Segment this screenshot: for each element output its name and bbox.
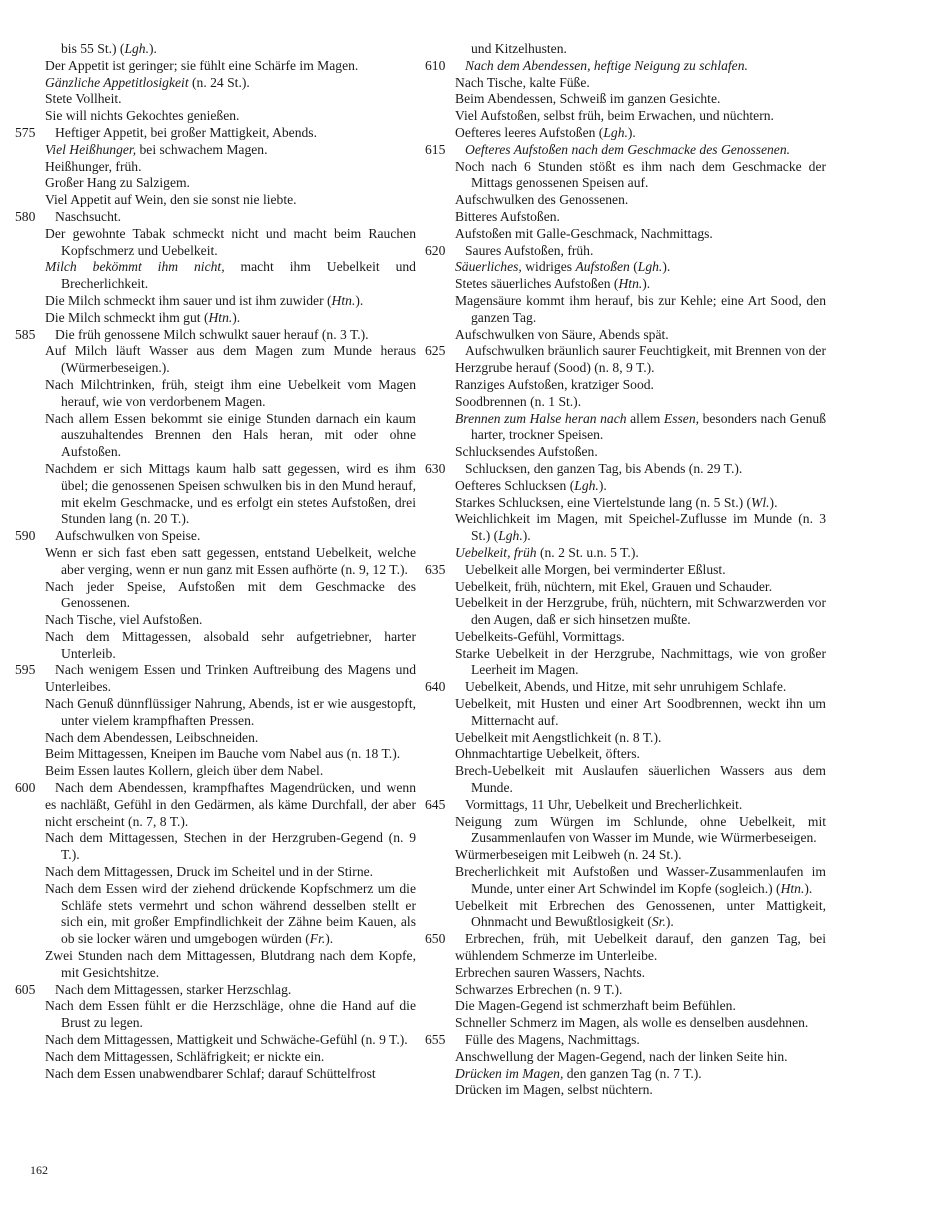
symptom-entry: [30, 108, 416, 125]
entry-text: Anschwellung der Magen-Gegend, nach der linken Seite hin.: [455, 1048, 788, 1064]
italic-text: Essen,: [663, 410, 700, 426]
entry-text: Fülle des Magens, Nachmittags.: [465, 1032, 640, 1048]
entry-number: 605: [15, 981, 36, 997]
entry-text: Beim Essen lautes Kollern, gleich über dem Nabel.: [45, 763, 324, 779]
entry-text: Schwarzes Erbrechen (n. 9 T.).: [455, 981, 623, 997]
italic-text: Lgh.: [637, 259, 663, 275]
entry-text: Stetes säuerliches Aufstoßen (: [455, 276, 619, 292]
symptom-entry: [30, 343, 416, 377]
entry-text: Würmerbeseigen mit Leibweh (n. 24 St.).: [455, 847, 682, 863]
entry-text: allem: [626, 410, 664, 426]
symptom-entry: [440, 1015, 826, 1032]
symptom-entry: [30, 1066, 416, 1083]
entry-text: Die früh genossene Milch schwulkt sauer herauf (n. 3 T.).: [55, 326, 369, 342]
symptom-entry: [30, 411, 416, 461]
symptom-entry: [30, 746, 416, 763]
symptom-entry: [30, 461, 416, 528]
symptom-entry: [440, 1082, 826, 1099]
symptom-entry: [30, 629, 416, 663]
entry-text: ).: [522, 528, 531, 544]
entry-text: Nach jeder Speise, Aufstoßen mit dem Geschmacke des Genossenen.: [45, 578, 416, 611]
symptom-entry: [425, 460, 826, 478]
entry-text: Magensäure kommt ihm herauf, bis zur Kehle; eine Art Sood, den ganzen Tag.: [455, 292, 826, 325]
symptom-entry: [440, 159, 826, 193]
symptom-entry: [15, 208, 416, 226]
italic-text: Milch bekömmt ihm nicht,: [45, 259, 225, 275]
entry-text: ).: [598, 477, 607, 493]
entry-text: Die Milch schmeckt ihm gut (: [45, 309, 209, 325]
entry-text: Wenn er sich fast eben satt gegessen, entstand Uebelkeit, welche aber verging, wenn er nun ganz mit Essen aufhörte (n. 9, 12 T.).: [45, 544, 416, 577]
symptom-entry: [440, 327, 826, 344]
symptom-entry: [30, 864, 416, 881]
entry-text: Uebelkeit, mit Husten und einer Art Soodbrennen, weckt ihn um Mitternacht auf.: [455, 696, 826, 728]
symptom-entry: [30, 1049, 416, 1066]
symptom-entry: [425, 931, 826, 965]
entry-text: Uebelkeit, Abends, und Hitze, mit sehr unruhigem Schlafe.: [465, 679, 787, 695]
entry-text: Noch nach 6 Stunden stößt es ihm nach dem Geschmacke der Mittags genossenen Speisen auf.: [455, 158, 826, 191]
entry-text: Viel Aufstoßen, selbst früh, beim Erwachen, und nüchtern.: [455, 108, 774, 124]
symptom-entry: [440, 814, 826, 848]
entry-number: 635: [425, 561, 446, 577]
entry-text: Nach Tische, viel Aufstoßen.: [45, 612, 203, 628]
entry-text: Saures Aufstoßen, früh.: [465, 242, 594, 258]
entry-text: Beim Abendessen, Schweiß im ganzen Gesichte.: [455, 91, 721, 107]
symptom-entry: [440, 41, 826, 58]
page-number: 162: [30, 1163, 48, 1177]
entry-text: besonders nach Genuß harter, trockner Speisen.: [471, 410, 826, 443]
entry-text: Der gewohnte Tabak schmeckt nicht und macht beim Rauchen Kopfschmerz und Uebelkeit.: [45, 225, 416, 258]
symptom-entry: [30, 142, 416, 159]
entry-text: Nach dem Essen unabwendbarer Schlaf; darauf Schüttelfrost: [45, 1065, 376, 1081]
symptom-entry: [30, 730, 416, 747]
symptom-entry: [30, 881, 416, 948]
italic-text: Brennen zum Halse heran nach: [455, 410, 627, 426]
entry-text: Uebelkeit alle Morgen, bei verminderter Eßlust.: [465, 561, 726, 577]
symptom-entry: [440, 495, 826, 512]
entry-text: Soodbrennen (n. 1 St.).: [455, 393, 582, 409]
symptom-entry: [440, 125, 826, 142]
entry-text: Aufschwulken bräunlich saurer Feuchtigkeit, mit Brennen von der Herzgrube herauf (Sood) (n. 8, 9 T.).: [455, 343, 826, 376]
symptom-entry: [440, 730, 826, 747]
entry-text: Schneller Schmerz im Magen, als wolle es denselben ausdehnen.: [455, 1015, 809, 1031]
entry-text: Aufstoßen mit Galle-Geschmack, Nachmittags.: [455, 225, 713, 241]
symptom-entry: [30, 377, 416, 411]
entry-number: 620: [425, 242, 446, 258]
symptom-entry: [440, 293, 826, 327]
symptom-entry: [30, 41, 416, 58]
entry-text: ).: [232, 309, 241, 325]
symptom-entry: [30, 159, 416, 176]
italic-text: Lgh.: [574, 477, 599, 493]
entry-text: ).: [662, 259, 671, 275]
symptom-entry: [440, 1049, 826, 1066]
entry-text: Uebelkeit mit Erbrechen des Genossenen, unter Mattigkeit, Ohnmacht und Bewußtlosigkeit (: [455, 897, 826, 930]
symptom-entry: [440, 411, 826, 445]
entry-text: Oefteres leeres Aufstoßen (: [455, 124, 604, 140]
symptom-entry: [30, 1032, 416, 1049]
italic-text: Oefteres Aufstoßen nach dem Geschmacke des Genossenen.: [465, 141, 791, 157]
symptom-entry: [425, 1032, 826, 1049]
left-column: [15, 41, 416, 1082]
entry-text: ).: [642, 276, 651, 292]
entry-text: Nach dem Mittagessen, alsobald sehr aufgetriebner, harter Unterleib.: [45, 628, 416, 661]
entry-number: 590: [15, 528, 36, 544]
entry-text: widriges: [521, 259, 576, 275]
entry-text: Schlucksen, den ganzen Tag, bis Abends (n. 29 T.).: [465, 460, 743, 476]
entry-text: Erbrechen, früh, mit Uebelkeit darauf, den ganzen Tag, bei wühlendem Schmerze im Unterleibe.: [455, 931, 826, 964]
italic-text: Htn.: [208, 309, 233, 325]
entry-text: Nach dem Essen wird der ziehend drückende Kopfschmerz um die Schläfe stets vermehrt und schon während desselben stellt er sich ein, mit großer Empfindlichkeit der Zähne beim Kauen, als ob sie locker wären und umgebogen würden (: [45, 880, 416, 947]
symptom-entry: [425, 561, 826, 579]
entry-text: Sie will nichts Gekochtes genießen.: [45, 108, 240, 124]
entry-text: Uebelkeit in der Herzgrube, früh, nüchtern, mit Schwarzwerden vor den Augen, daß er sich hinsetzen mußte.: [455, 595, 826, 628]
entry-text: Schlucksendes Aufstoßen.: [455, 444, 598, 460]
symptom-entry: [440, 545, 826, 562]
entry-text: Ohnmachtartige Uebelkeit, öfters.: [455, 746, 640, 762]
entry-text: und Kitzelhusten.: [471, 41, 567, 56]
entry-text: Nach dem Mittagessen, Mattigkeit und Schwäche-Gefühl (n. 9 T.).: [45, 1032, 408, 1048]
symptom-entry: [440, 965, 826, 982]
symptom-entry: [440, 898, 826, 932]
entry-text: Weichlichkeit im Magen, mit Speichel-Zuflusse im Munde (n. 3 St.) (: [455, 511, 826, 544]
entry-text: Nach dem Abendessen, krampfhaftes Magendrücken, und wenn es nachläßt, Gefühl in den Gedärmen, als käme Durchfall, der aber nicht erscheint (n. 7, 8 T.).: [45, 780, 416, 829]
entry-text: Nach dem Abendessen, Leibschneiden.: [45, 729, 259, 745]
entry-text: Bitteres Aufstoßen.: [455, 208, 560, 224]
entry-text: Nach Milchtrinken, früh, steigt ihm eine Uebelkeit vom Magen herauf, wie von verdorbenem Magen.: [45, 376, 416, 409]
symptom-entry: [425, 141, 826, 159]
symptom-entry: [440, 444, 826, 461]
entry-number: 615: [425, 141, 446, 157]
italic-text: Wl.: [751, 494, 770, 510]
symptom-entry: [30, 763, 416, 780]
entry-text: Erbrechen sauren Wassers, Nachts.: [455, 964, 646, 980]
symptom-entry: [30, 545, 416, 579]
symptom-entry: [425, 796, 826, 814]
symptom-entry: [440, 75, 826, 92]
entry-text: Starkes Schlucksen, eine Viertelstunde lang (n. 5 St.) (: [455, 494, 752, 510]
italic-text: Htn.: [780, 880, 805, 896]
italic-text: Viel Heißhunger,: [45, 141, 137, 157]
italic-text: Htn.: [331, 292, 356, 308]
entry-text: (n. 24 St.).: [188, 74, 250, 90]
entry-text: Nach dem Mittagessen, starker Herzschlag.: [55, 981, 292, 997]
italic-text: Aufstoßen: [575, 259, 630, 275]
entry-text: ).: [769, 494, 778, 510]
italic-text: Lgh.: [603, 124, 628, 140]
entry-text: Viel Appetit auf Wein, den sie sonst nie liebte.: [45, 192, 297, 208]
symptom-entry: [440, 1066, 826, 1083]
entry-text: Auf Milch läuft Wasser aus dem Magen zum Munde heraus (Würmerbeseigen.).: [45, 343, 416, 376]
entry-text: Nach dem Mittagessen, Stechen in der Herzgruben-Gegend (n. 9 T.).: [45, 830, 416, 863]
entry-text: Die Magen-Gegend ist schmerzhaft beim Befühlen.: [455, 998, 736, 1014]
entry-number: 600: [15, 780, 36, 796]
entry-text: Vormittags, 11 Uhr, Uebelkeit und Brecherlichkeit.: [465, 796, 743, 812]
entry-text: Nach dem Mittagessen, Druck im Scheitel und in der Stirne.: [45, 864, 374, 880]
entry-text: den ganzen Tag (n. 7 T.).: [563, 1065, 702, 1081]
entry-number: 595: [15, 662, 36, 678]
symptom-entry: [425, 242, 826, 260]
entry-text: ).: [665, 914, 674, 930]
entry-text: Nach dem Mittagessen, Schläfrigkeit; er nickte ein.: [45, 1048, 325, 1064]
entry-text: Oefteres Schlucksen (: [455, 477, 575, 493]
italic-text: Säuerliches,: [455, 259, 522, 275]
entry-text: (n. 2 St. u.n. 5 T.).: [536, 544, 639, 560]
symptom-entry: [15, 124, 416, 142]
entry-text: Heißhunger, früh.: [45, 158, 142, 174]
entry-number: 645: [425, 796, 446, 812]
symptom-entry: [30, 259, 416, 293]
symptom-entry: [440, 511, 826, 545]
symptom-entry: [30, 830, 416, 864]
symptom-entry: [440, 226, 826, 243]
symptom-entry: [440, 998, 826, 1015]
symptom-entry: [440, 629, 826, 646]
italic-text: Htn.: [618, 276, 643, 292]
entry-text: Nach wenigem Essen und Trinken Auftreibung des Magens und Unterleibes.: [45, 662, 416, 695]
entry-text: Ranziges Aufstoßen, kratziger Sood.: [455, 376, 654, 392]
entry-text: Aufschwulken von Säure, Abends spät.: [455, 326, 669, 342]
symptom-entry: [30, 310, 416, 327]
symptom-entry: [30, 612, 416, 629]
symptom-entry: [440, 276, 826, 293]
entry-number: 640: [425, 679, 446, 695]
symptom-entry: [425, 343, 826, 377]
italic-text: Lgh.: [124, 41, 150, 56]
entry-text: ).: [355, 292, 364, 308]
italic-text: Uebelkeit, früh: [455, 544, 537, 560]
symptom-entry: [30, 696, 416, 730]
entry-number: 625: [425, 343, 446, 359]
right-column: [425, 41, 826, 1099]
italic-text: Nach dem Abendessen, heftige Neigung zu schlafen.: [465, 57, 748, 73]
symptom-entry: [15, 780, 416, 830]
italic-text: Fr.: [309, 931, 326, 947]
entry-text: Neigung zum Würgen im Schlunde, ohne Uebelkeit, mit Zusammenlaufen von Wasser im Munde, wie Würmerbeseigen.: [455, 813, 826, 846]
entry-text: Uebelkeit mit Aengstlichkeit (n. 8 T.).: [455, 729, 662, 745]
symptom-entry: [440, 192, 826, 209]
entry-text: Naschsucht.: [55, 208, 122, 224]
entry-text: Nach allem Essen bekommt sie einige Stunden darnach ein kaum auszuhaltendes Brennen den Hals heran, mit oder ohne Aufstoßen.: [45, 410, 416, 460]
entry-text: Der Appetit ist geringer; sie fühlt eine Schärfe im Magen.: [45, 57, 359, 73]
entry-text: Aufschwulken des Genossenen.: [455, 192, 629, 208]
italic-text: Lgh.: [498, 528, 523, 544]
entry-text: Stete Vollheit.: [45, 91, 122, 107]
symptom-entry: [30, 91, 416, 108]
symptom-entry: [30, 192, 416, 209]
symptom-entry: [15, 528, 416, 545]
symptom-entry: [440, 864, 826, 898]
entry-text: ).: [627, 124, 636, 140]
entry-number: 585: [15, 326, 36, 342]
entry-text: Brecherlichkeit mit Aufstoßen und Wasser-Zusammenlaufen im Munde, unter einer Art Schwindel im Kopfe (sogleich.) (: [455, 864, 826, 896]
entry-number: 650: [425, 931, 446, 947]
entry-text: Großer Hang zu Salzigem.: [45, 175, 190, 191]
symptom-entry: [440, 259, 826, 276]
entry-number: 575: [15, 124, 36, 140]
entry-text: Aufschwulken von Speise.: [55, 528, 201, 544]
symptom-entry: [440, 579, 826, 596]
entry-text: Beim Mittagessen, Kneipen im Bauche vom Nabel aus (n. 18 T.).: [45, 746, 401, 762]
italic-text: Sr.: [651, 914, 666, 930]
symptom-entry: [440, 394, 826, 411]
entry-text: Zwei Stunden nach dem Mittagessen, Blutdrang nach dem Kopfe, mit Gesichtshitze.: [45, 948, 416, 980]
symptom-entry: [440, 595, 826, 629]
entry-text: Drücken im Magen, selbst nüchtern.: [455, 1082, 653, 1098]
entry-text: bis 55 St.) (: [61, 41, 125, 56]
italic-text: Gänzliche Appetitlosigkeit: [45, 74, 189, 90]
entry-text: Uebelkeit, früh, nüchtern, mit Ekel, Grauen und Schauder.: [455, 578, 773, 594]
entry-text: Die Milch schmeckt ihm sauer und ist ihm zuwider (: [45, 292, 332, 308]
symptom-entry: [440, 108, 826, 125]
entry-text: Heftiger Appetit, bei großer Mattigkeit, Abends.: [55, 124, 317, 140]
entry-text: Nach dem Essen fühlt er die Herzschläge, ohne die Hand auf die Brust zu legen.: [45, 998, 416, 1031]
symptom-entry: [30, 175, 416, 192]
entry-text: ).: [149, 41, 157, 56]
italic-text: Drücken im Magen,: [455, 1065, 564, 1081]
symptom-entry: [440, 763, 826, 797]
symptom-entry: [30, 58, 416, 75]
symptom-entry: [30, 226, 416, 260]
entry-text: Uebelkeits-Gefühl, Vormittags.: [455, 628, 625, 644]
entry-text: Nach Tische, kalte Füße.: [455, 74, 590, 90]
symptom-entry: [30, 948, 416, 982]
entry-text: bei schwachem Magen.: [136, 141, 268, 157]
symptom-entry: [15, 662, 416, 696]
symptom-entry: [15, 981, 416, 999]
symptom-entry: [440, 746, 826, 763]
entry-number: 580: [15, 208, 36, 224]
symptom-entry: [440, 847, 826, 864]
entry-text: ).: [325, 931, 334, 947]
entry-text: Nach Genuß dünnflüssiger Nahrung, Abends, ist er wie ausgestopft, unter vielem krampfhaften Pressen.: [45, 696, 416, 728]
symptom-entry: [425, 679, 826, 696]
symptom-entry: [440, 696, 826, 730]
symptom-entry: [30, 75, 416, 92]
entry-text: macht ihm Uebelkeit und Brecherlichkeit.: [61, 259, 416, 292]
entry-text: Starke Uebelkeit in der Herzgrube, Nachmittags, wie von großer Leerheit im Magen.: [455, 645, 826, 678]
symptom-entry: [30, 998, 416, 1032]
symptom-entry: [440, 646, 826, 680]
symptom-entry: [30, 579, 416, 613]
entry-text: Brech-Uebelkeit mit Auslaufen säuerlichen Wassers aus dem Munde.: [455, 763, 826, 796]
entry-number: 610: [425, 57, 446, 73]
entry-text: (: [629, 259, 638, 275]
entry-text: ).: [804, 880, 813, 896]
symptom-entry: [440, 478, 826, 495]
symptom-entry: [440, 91, 826, 108]
entry-text: Nachdem er sich Mittags kaum halb satt gegessen, wird es ihm übel; die genossenen Speisen schwulken bis in den Mund herauf, mit ekelm Geschmacke, und es erfolgt ein stetes Aufstoßen, drei Stunden lang (n. 20 T.).: [45, 460, 416, 527]
symptom-entry: [15, 326, 416, 344]
entry-number: 630: [425, 460, 446, 476]
symptom-entry: [425, 57, 826, 75]
symptom-entry: [440, 377, 826, 394]
symptom-entry: [30, 293, 416, 310]
symptom-entry: [440, 209, 826, 226]
entry-number: 655: [425, 1032, 446, 1048]
symptom-entry: [440, 982, 826, 999]
